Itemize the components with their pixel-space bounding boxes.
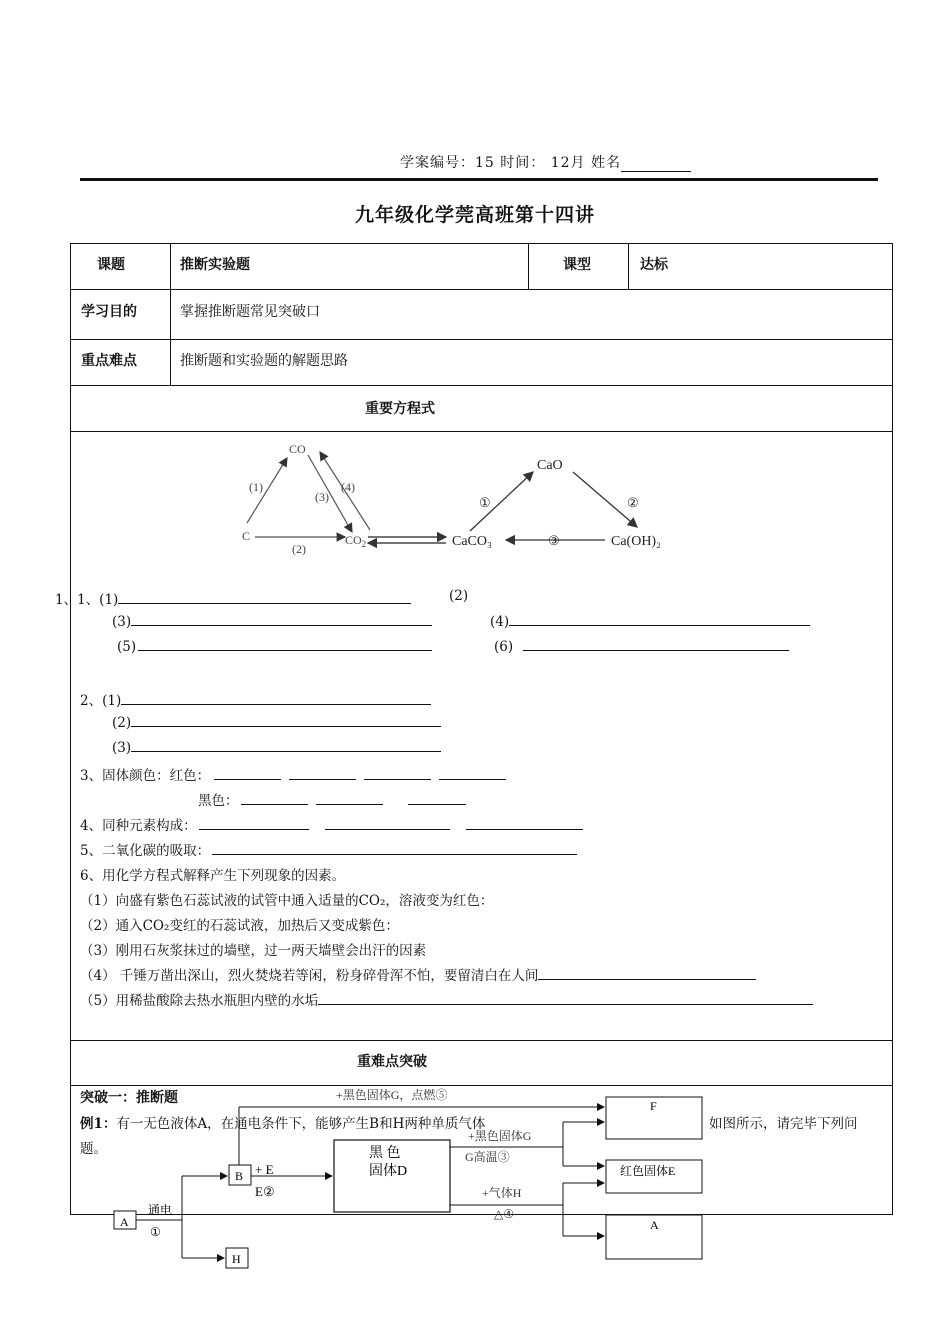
label-step-circle-1: ①	[479, 495, 491, 510]
q1-row1: 1、1、(1)	[55, 588, 411, 608]
example-line-1: 例1：有一无色液体A，在通电条件下，能够产生B和H两种单质气体	[80, 1116, 486, 1132]
q6-3: （3）刚用石灰浆抹过的墙壁，过一两天墙壁会出汗的因素	[80, 943, 427, 959]
label-plus-e: + E	[255, 1162, 274, 1177]
q1-row2b: (4)	[490, 613, 810, 630]
type-value: 达标	[640, 257, 668, 273]
example-line-2: 题。	[80, 1141, 107, 1157]
label-top: +黑色固体G，点燃⑤	[336, 1088, 448, 1102]
label-step-2: (2)	[292, 542, 306, 556]
label-e-2: E②	[255, 1184, 275, 1199]
q6: 6、用化学方程式解释产生下列现象的因素。	[80, 868, 346, 884]
label-co2: $CO_2$	[345, 533, 367, 549]
example-line-1b: 如图所示，请完毕下列问	[709, 1116, 858, 1132]
goal-label: 学习目的	[81, 304, 137, 320]
q1-row3b: (6)	[494, 638, 789, 655]
q3-black: 黑色：	[198, 789, 466, 809]
label-caco3: CaCO₃	[452, 534, 492, 549]
label-step-3: (3)	[315, 490, 329, 504]
label-step-circle-2: ②	[627, 495, 639, 510]
topic-label: 课题	[97, 257, 125, 273]
q2-row2: (2)	[112, 714, 441, 731]
equations-heading: 重要方程式	[365, 401, 435, 417]
label-caoh2: Ca(OH)₂	[611, 534, 661, 549]
q4: 4、同种元素构成：	[80, 814, 583, 834]
q6-2: （2）通入CO₂变红的石蕊试液，加热后又变成紫色：	[80, 918, 399, 934]
label-a: A	[120, 1215, 129, 1229]
q1-row3: (5)	[117, 638, 432, 655]
label-mid1: +黑色固体G	[468, 1129, 532, 1143]
q2-row1: 2、(1)	[80, 689, 431, 709]
label-d-line1: 黑 色	[369, 1146, 401, 1161]
breakthrough-heading: 重难点突破	[357, 1054, 427, 1070]
label-f: F	[650, 1099, 657, 1113]
label-red-e: 红色固体E	[620, 1164, 676, 1178]
q2-row3: (3)	[112, 739, 441, 756]
q1-2-label: (2)	[449, 588, 469, 604]
header-text: 学案编号：15 时间： 12月 姓名	[400, 155, 621, 171]
label-co: CO	[289, 442, 306, 456]
label-a2: A	[650, 1218, 659, 1232]
label-step-1: (1)	[249, 480, 263, 494]
label-cao: CaO	[537, 458, 563, 473]
label-mid2: G高温③	[465, 1150, 510, 1164]
q6-4: （4） 千锤万凿出深山，烈火焚烧若等闲，粉身碎骨浑不怕，要留清白在人间	[80, 964, 756, 984]
q5: 5、二氧化碳的吸取：	[80, 839, 577, 859]
label-tongdian: 通电	[148, 1203, 173, 1217]
label-c: C	[242, 529, 251, 543]
section-title: 突破一：推断题	[80, 1090, 178, 1106]
q3-red: 3、固体颜色：红色：	[80, 764, 506, 784]
page-title: 九年级化学莞高班第十四讲	[354, 204, 595, 226]
type-label: 课型	[563, 257, 591, 273]
goal-value: 掌握推断题常见突破口	[180, 304, 320, 320]
q6-5: （5）用稀盐酸除去热水瓶胆内壁的水垢	[80, 989, 813, 1009]
label-step-circle-3: ③	[548, 533, 560, 548]
key-label: 重点难点	[81, 353, 137, 369]
q6-1: （1）向盛有紫色石蕊试液的试管中通入适量的CO₂，溶液变为红色：	[80, 893, 494, 909]
label-b: B	[235, 1169, 244, 1183]
topic-value: 推断实验题	[180, 257, 250, 273]
label-h: H	[232, 1252, 241, 1266]
label-low2: △④	[494, 1207, 514, 1221]
label-step-4: (4)	[341, 480, 355, 494]
label-low1: +气体H	[482, 1186, 522, 1200]
label-d-line2: 固体D	[369, 1164, 408, 1179]
key-value: 推断题和实验题的解题思路	[180, 353, 348, 369]
label-step-1: ①	[150, 1225, 161, 1239]
q1-row2: (3)	[112, 613, 432, 630]
